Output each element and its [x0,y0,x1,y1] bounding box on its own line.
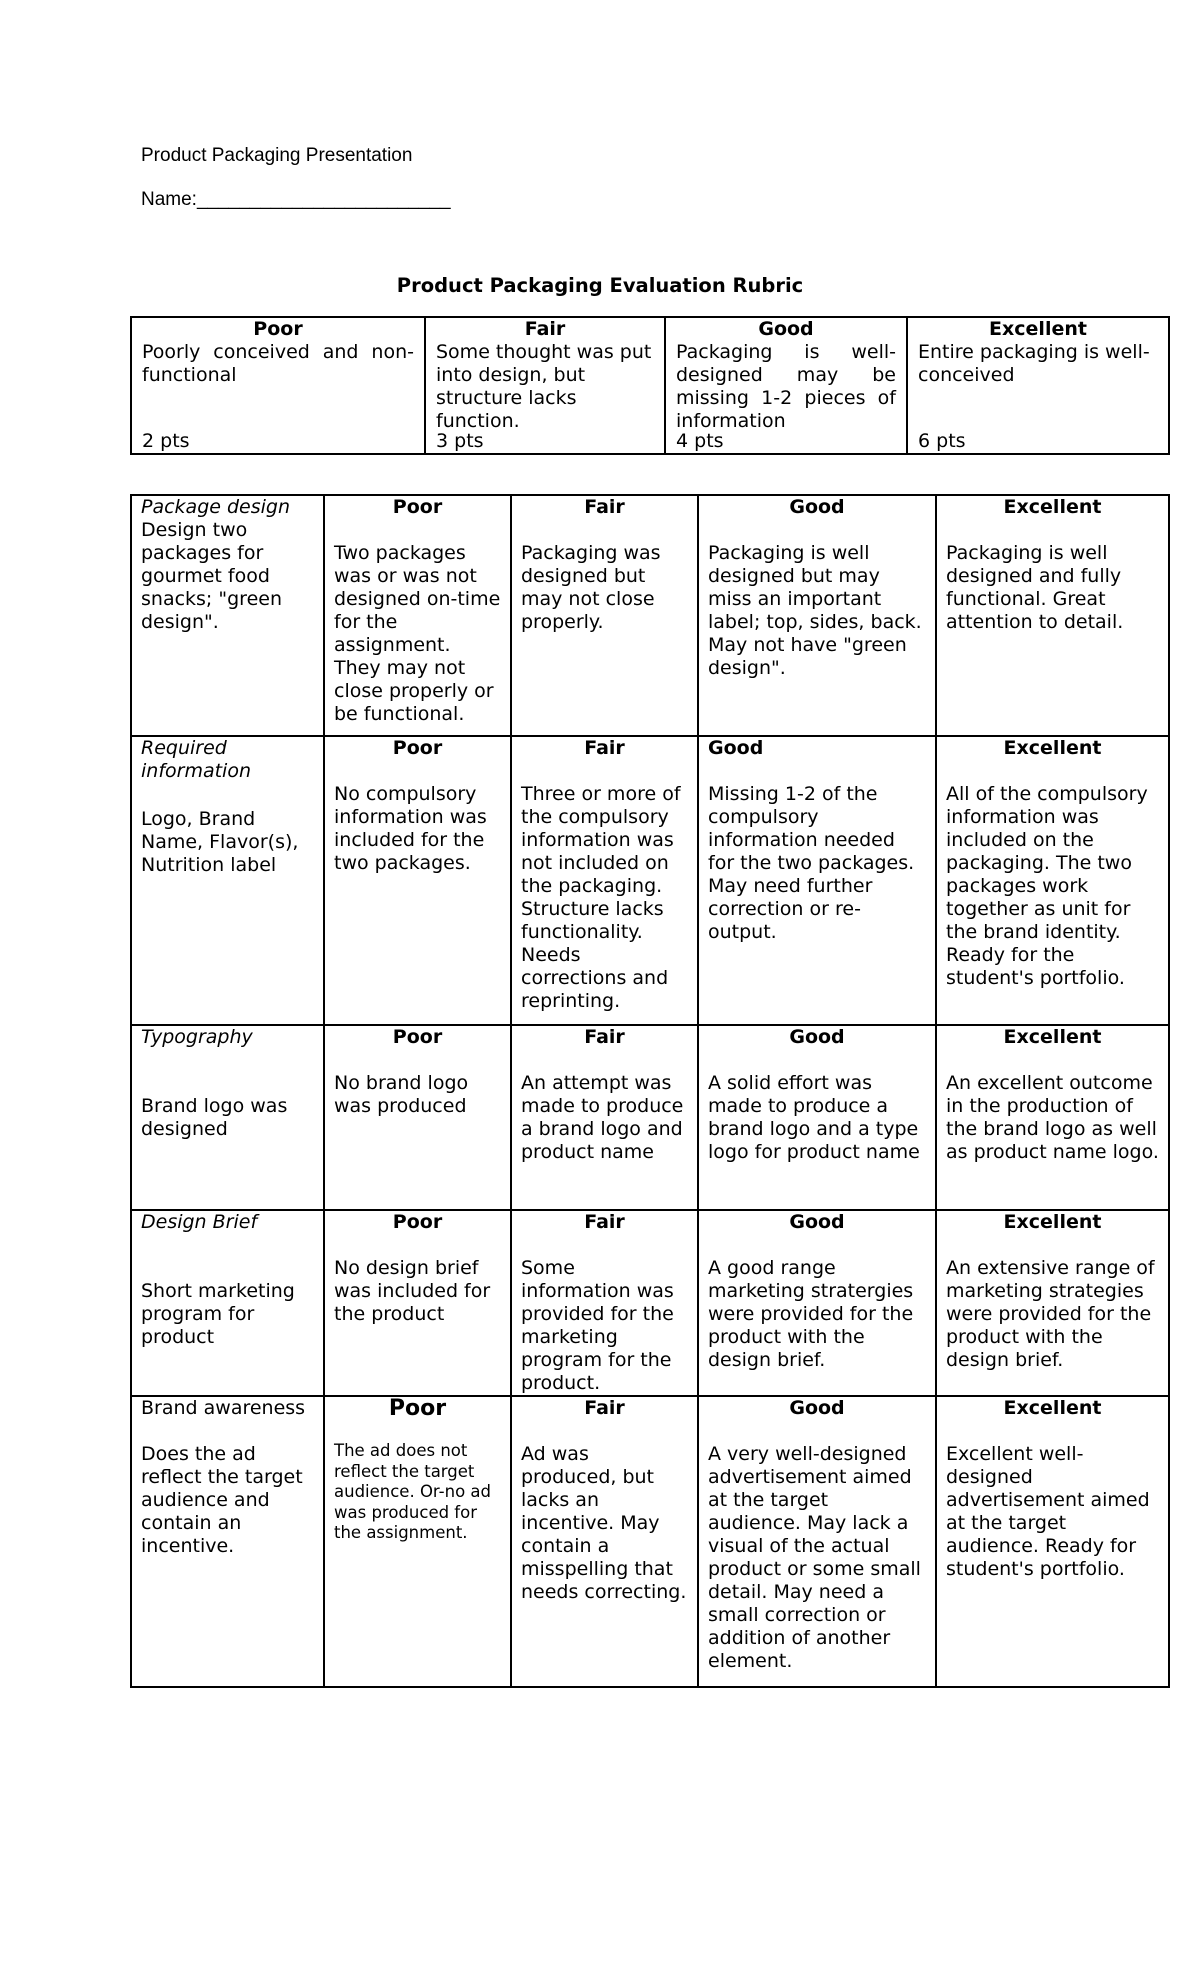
level-text: Packaging was designed but may not close properly. [521,542,661,633]
level-label: Good [789,496,845,518]
good-cell [698,495,936,736]
level-label: Poor [392,1026,443,1048]
level-text: Missing 1-2 of the compulsory information needed for the two packages. May need further correction or re-output. [708,783,915,943]
level-label: Fair [584,737,625,759]
good-cell [698,736,936,1025]
level-text: All of the compulsory information was included on the packaging. The two packages work together as unit for the brand identity. Ready for the student's portfolio. [946,783,1148,989]
good-cell [698,1396,936,1687]
excellent-cell [936,1210,1169,1396]
excellent-cell [936,736,1169,1025]
poor-cell [324,1396,511,1687]
criterion-cell [131,1210,324,1396]
criterion-name: Typography [141,1026,253,1048]
rubric-title: Product Packaging Evaluation Rubric [396,274,804,297]
criterion-description: Logo, Brand Name, Flavor(s), Nutrition label [141,808,299,876]
fair-cell [511,1025,698,1210]
level-label: Fair [584,1211,625,1233]
score-level-description: Entire packaging is well-conceived [918,341,1150,386]
level-label: Poor [388,1396,447,1421]
poor-cell [324,736,511,1025]
poor-cell [324,1025,511,1210]
fair-cell [511,495,698,736]
poor-cell [324,495,511,736]
score-level-description: Poorly conceived and non-functional [142,341,414,386]
score-level-points: 6 pts [918,430,966,452]
rubric-row-required-information [131,736,1169,1025]
score-levels-row [131,317,1169,454]
rubric-row-brand-awareness [131,1396,1169,1687]
criterion-description: Brand logo was designed [141,1095,288,1140]
level-label: Fair [584,1397,625,1419]
level-label: Fair [584,1026,625,1048]
criterion-description: Does the ad reflect the target audience and contain an incentive. [141,1443,303,1557]
criterion-cell [131,495,324,736]
level-label: Good [708,737,764,759]
criterion-cell [131,1025,324,1210]
criterion-cell [131,1396,324,1687]
level-text: Some information was provided for the marketing program for the product. [521,1257,674,1394]
level-label: Good [789,1211,845,1233]
level-label: Excellent [1003,737,1102,759]
level-text: Ad was produced, but lacks an incentive. May contain a misspelling that needs correcting. [521,1443,687,1603]
score-cell-good [665,317,907,454]
criterion-name: Brand awareness [141,1397,306,1419]
good-cell [698,1025,936,1210]
level-label: Poor [392,1211,443,1233]
score-level-points: 4 pts [676,430,724,452]
fair-cell [511,736,698,1025]
criterion-description: Design two packages for gourmet food snacks; "green design". [141,519,282,633]
level-text: A solid effort was made to produce a brand logo and a type logo for product name [708,1072,920,1163]
criterion-name: Design Brief [141,1211,258,1233]
level-text: Excellent well-designed advertisement aimed at the target audience. Ready for student's portfolio. [946,1443,1150,1580]
level-label: Good [789,1026,845,1048]
score-cell-poor [131,317,425,454]
level-text: Three or more of the compulsory information was not included on the packaging. Structure lacks functionality. Needs corrections and reprinting. [521,783,681,1012]
rubric-row-design-brief [131,1210,1169,1396]
score-cell-excellent [907,317,1169,454]
criterion-cell [131,736,324,1025]
score-level-points: 2 pts [142,430,190,452]
level-label: Excellent [1003,1397,1102,1419]
level-text: An attempt was made to produce a brand logo and product name [521,1072,684,1163]
document-title: Product Packaging Presentation [141,145,413,166]
score-levels-table [130,316,1170,455]
score-level-label: Poor [253,318,303,340]
score-level-points: 3 pts [436,430,484,452]
score-level-label: Excellent [989,318,1087,340]
excellent-cell [936,1396,1169,1687]
level-text: The ad does not reflect the target audience. Or-no ad was produced for the assignment. [334,1441,491,1542]
score-level-description: Some thought was put into design, but structure lacks function. [436,341,652,432]
level-text: An extensive range of marketing strategies were provided for the product with the design brief. [946,1257,1155,1371]
criterion-name: Package design [141,496,291,518]
level-text: No compulsory information was included for the two packages. [334,783,487,874]
level-text: Two packages was or was not designed on-time for the assignment. They may not close properly or be functional. [334,542,501,725]
level-label: Fair [584,496,625,518]
level-label: Excellent [1003,1026,1102,1048]
level-label: Excellent [1003,496,1102,518]
evaluation-rubric-table [130,494,1170,1688]
score-level-label: Fair [524,318,566,340]
fair-cell [511,1396,698,1687]
level-label: Excellent [1003,1211,1102,1233]
level-text: Packaging is well designed and fully functional. Great attention to detail. [946,542,1124,633]
poor-cell [324,1210,511,1396]
level-text: An excellent outcome in the production of the brand logo as well as product name logo. [946,1072,1159,1163]
excellent-cell [936,1025,1169,1210]
fair-cell [511,1210,698,1396]
rubric-row-package-design [131,495,1169,736]
criterion-name: Required information [141,737,251,782]
level-text: A good range marketing stratergies were provided for the product with the design brief. [708,1257,914,1371]
level-label: Good [789,1397,845,1419]
level-text: No design brief was included for the product [334,1257,491,1325]
score-cell-fair [425,317,665,454]
rubric-row-typography [131,1025,1169,1210]
level-text: Packaging is well designed but may miss an important label; top, sides, back. May not have "green design". [708,542,922,679]
level-text: No brand logo was produced [334,1072,469,1117]
name-field-line: Name:________________________ [141,189,451,210]
excellent-cell [936,495,1169,736]
score-level-description: Packaging is well-designed may be missing 1-2 pieces of information [676,341,896,432]
level-text: A very well-designed advertisement aimed at the target audience. May lack a visual of the actual product or some small detail. May need a small correction or addition of another element. [708,1443,921,1672]
level-label: Poor [392,496,443,518]
criterion-description: Short marketing program for product [141,1280,295,1348]
level-label: Poor [392,737,443,759]
score-level-label: Good [758,318,814,340]
good-cell [698,1210,936,1396]
